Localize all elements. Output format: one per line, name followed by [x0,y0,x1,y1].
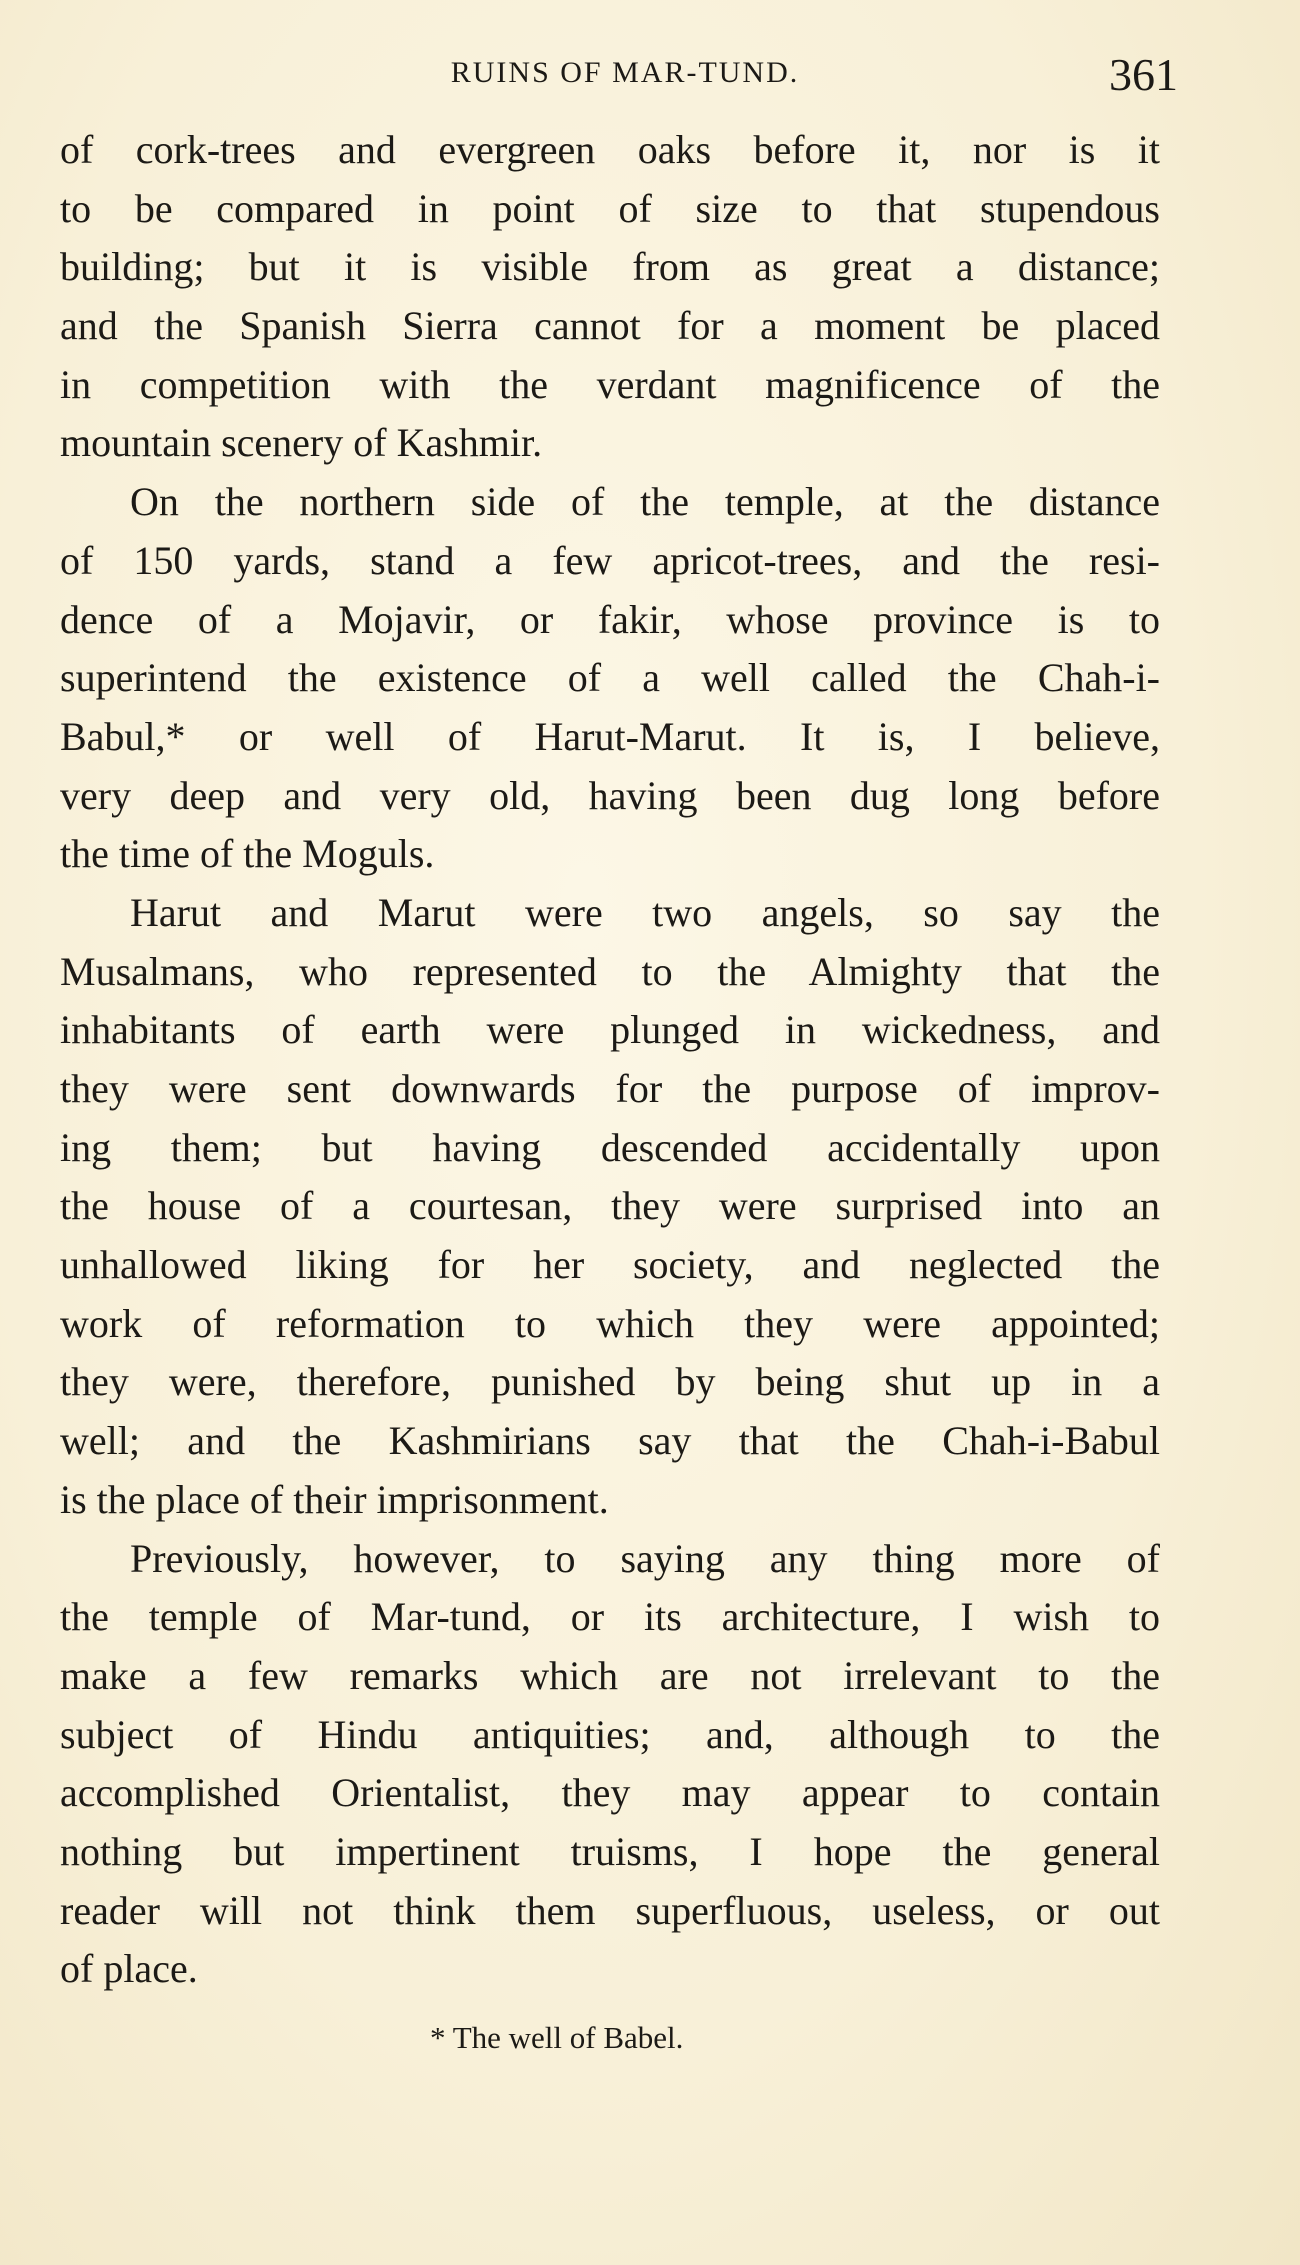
text-line: of 150 yards, stand a few apricot-trees, and the resi- [60,537,1160,583]
paragraph-2 [60,473,1160,884]
text-line: the house of a courtesan, they were surprised into an [60,1183,1160,1229]
text-line: superintend the existence of a well called the Chah-i- [60,655,1160,701]
text-line: ing them; but having descended accidentally upon [60,1124,1160,1170]
body-text [60,121,1160,1999]
text-line: Musalmans, who represented to the Almighty that the [60,948,1160,994]
text-line: work of reformation to which they were appointed; [60,1300,1160,1346]
paragraph-3 [60,884,1160,1530]
text-line: unhallowed liking for her society, and neglected the [60,1242,1160,1288]
paragraph-1 [60,121,1160,473]
page-number: 361 [1109,49,1178,100]
text-line: nothing but impertinent truisms, I hope the general [60,1828,1160,1874]
text-line: of cork-trees and evergreen oaks before it, nor is it [60,127,1160,172]
running-head [60,48,1178,100]
text-line: is the place of their imprisonment. [60,1476,609,1522]
text-line: they were, therefore, punished by being shut up in a [60,1359,1160,1405]
text-line: the time of the Moguls. [60,831,435,877]
running-title: RUINS OF MAR-TUND. [450,56,800,89]
text-line: reader will not think them superfluous, useless, or out [60,1887,1160,1933]
text-line: Previously, however, to saying any thing more of [130,1535,1160,1581]
text-line: mountain scenery of Kashmir. [60,420,543,466]
text-line: they were sent downwards for the purpose of improv- [60,1066,1160,1111]
text-line: subject of Hindu antiquities; and, although to the [60,1711,1160,1757]
text-line: to be compared in point of size to that stupendous [60,185,1160,231]
text-line: On the northern side of the temple, at the distance [130,479,1160,525]
text-line: accomplished Orientalist, they may appear to contain [60,1770,1160,1816]
text-line: in competition with the verdant magnificence of the [60,361,1160,407]
text-line: building; but it is visible from as great a distance; [60,244,1160,290]
text-line: Harut and Marut were two angels, so say the [130,889,1160,935]
footnote: * The well of Babel. [430,2020,684,2055]
text-line: the temple of Mar-tund, or its architecture, I wish to [60,1594,1160,1640]
text-line: well; and the Kashmirians say that the Chah-i-Babul [60,1418,1160,1464]
text-line: dence of a Mojavir, or fakir, whose province is to [60,596,1160,642]
paragraph-4 [60,1530,1160,2000]
text-line: and the Spanish Sierra cannot for a moment be placed [60,303,1160,349]
text-line: Babul,* or well of Harut-Marut. It is, I believe, [60,713,1160,759]
text-line: very deep and very old, having been dug long before [60,772,1160,818]
text-line: of place. [60,1946,198,1992]
text-line: make a few remarks which are not irrelevant to the [60,1652,1160,1698]
text-line: inhabitants of earth were plunged in wickedness, and [60,1007,1160,1053]
